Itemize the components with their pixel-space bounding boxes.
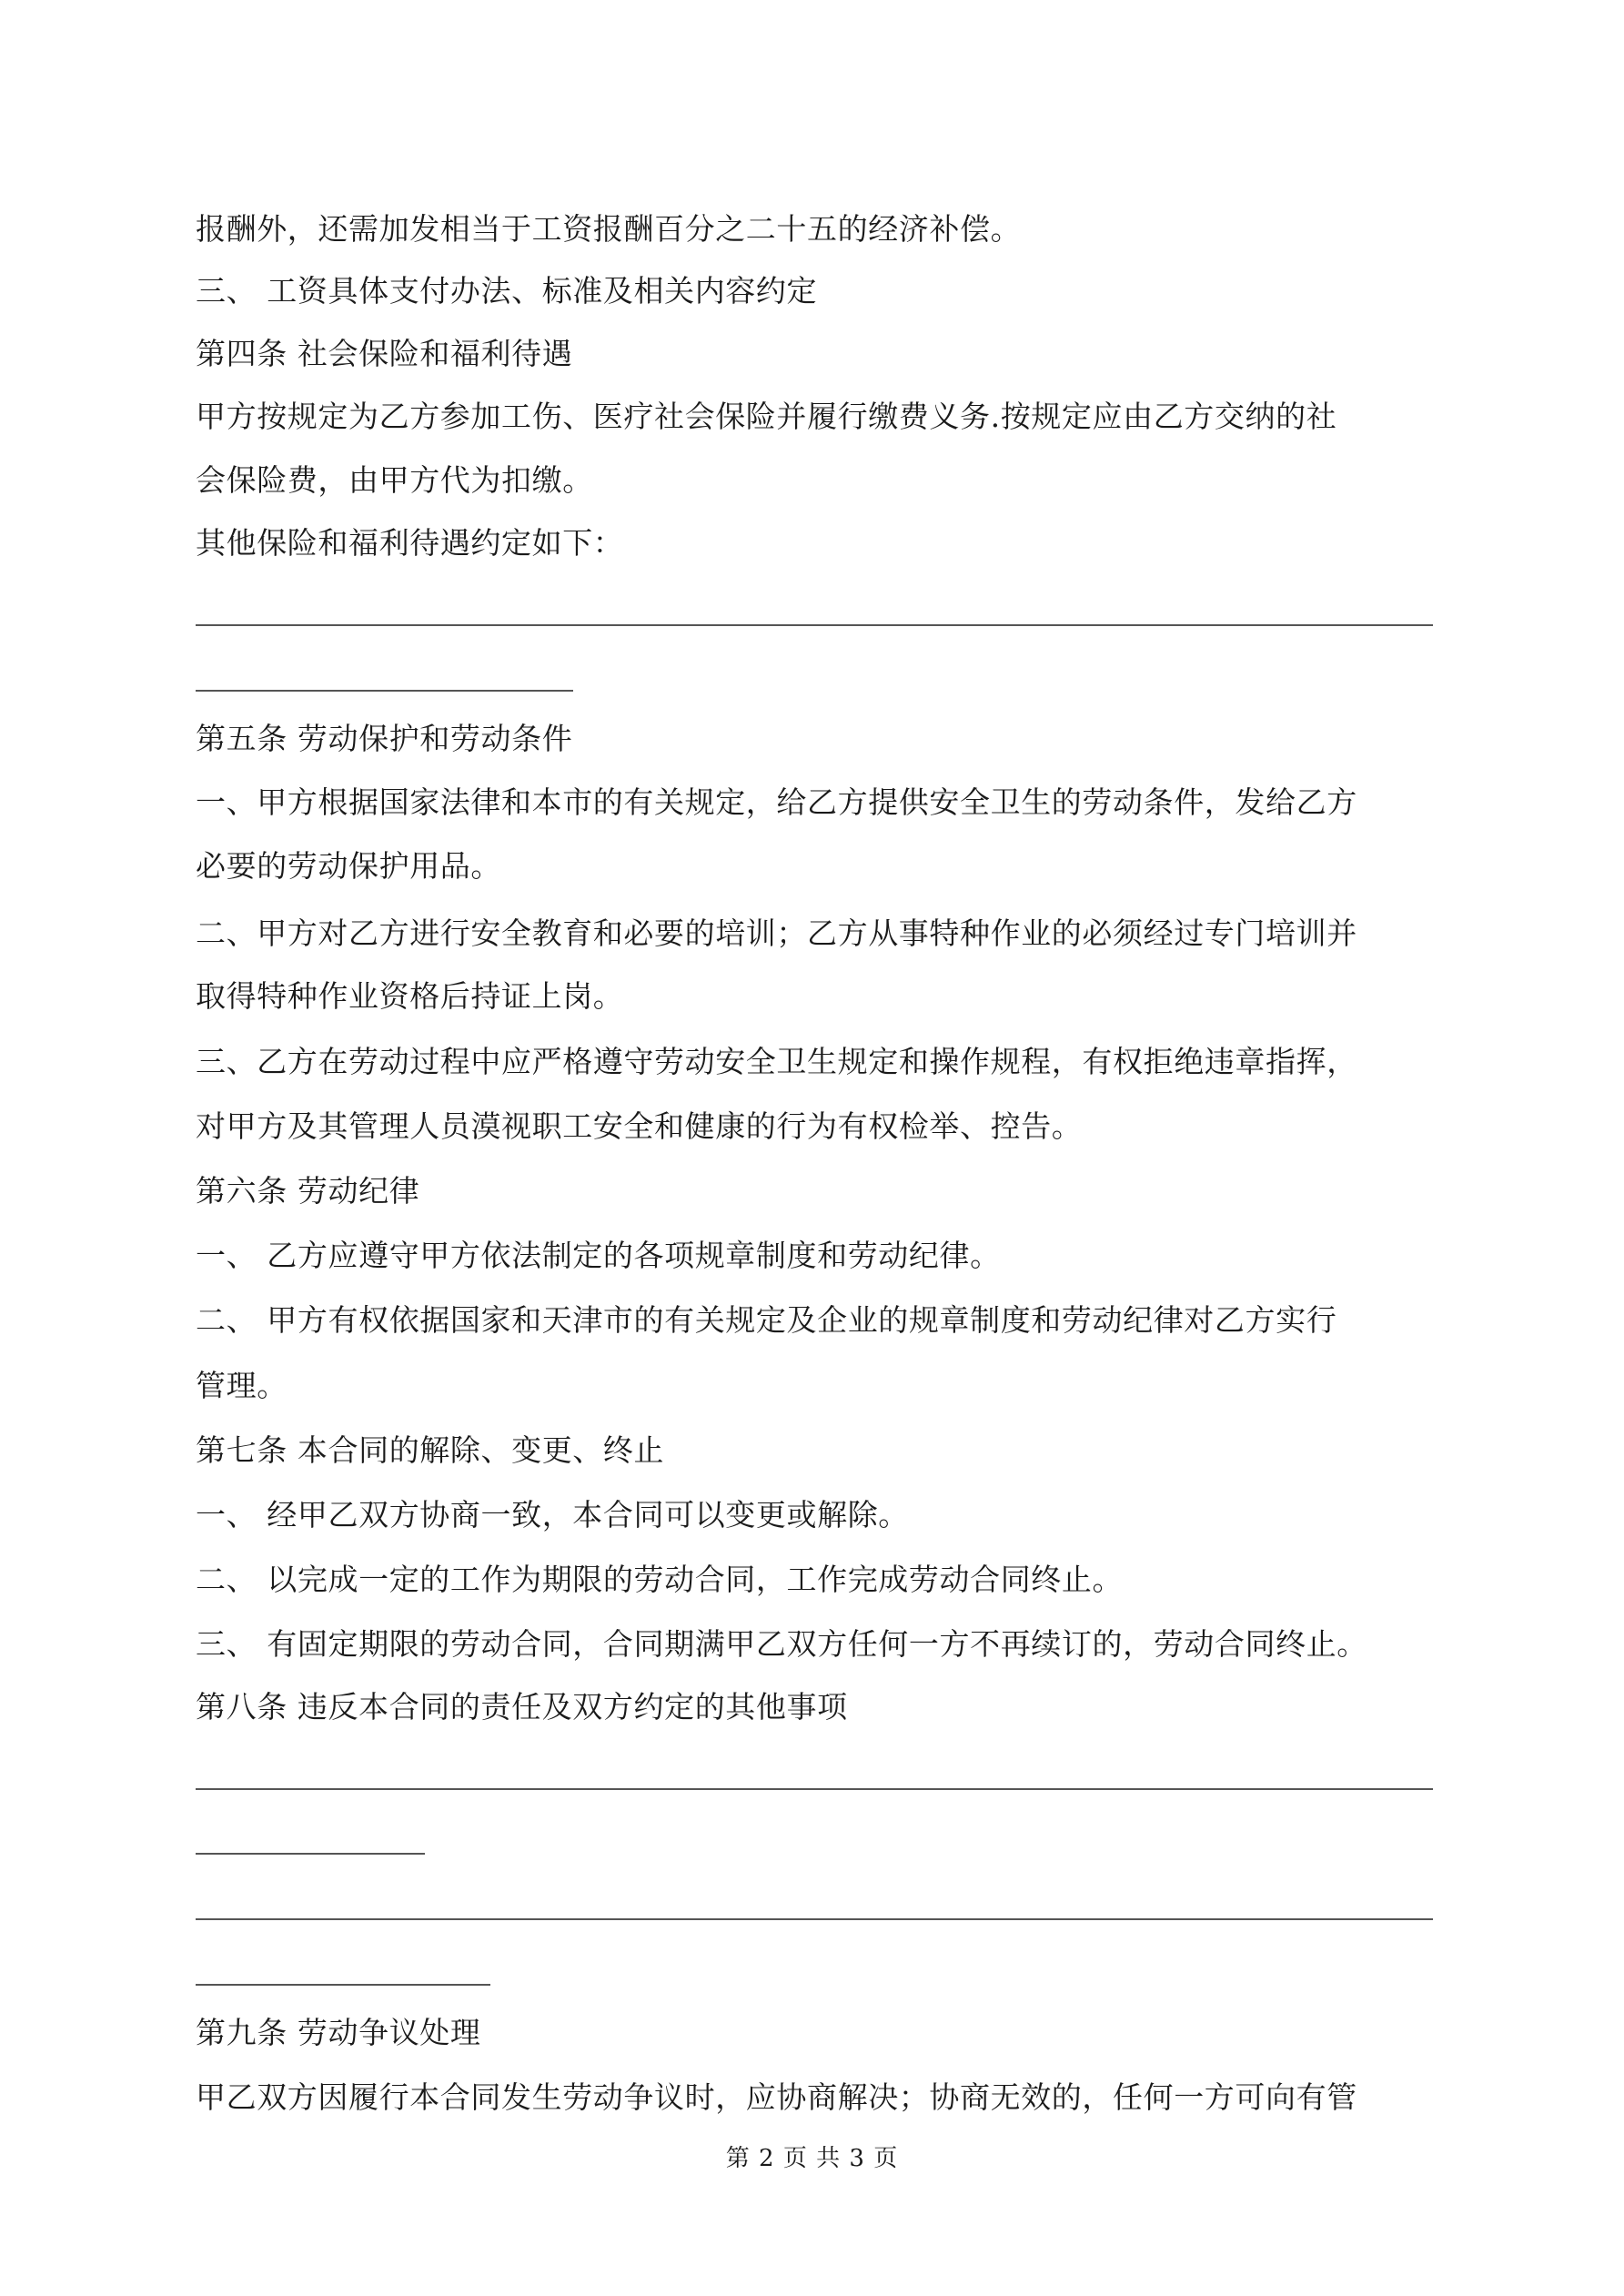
- fill-in-blank-line: [196, 690, 573, 692]
- text-line: 其他保险和福利待遇约定如下：: [196, 525, 624, 561]
- text-line: 一、 乙方应遵守甲方依法制定的各项规章制度和劳动纪律。: [196, 1238, 1001, 1273]
- text-line: 对甲方及其管理人员漠视职工安全和健康的行为有权检举、控告。: [196, 1108, 1083, 1144]
- text-line: 二、 以完成一定的工作为期限的劳动合同，工作完成劳动合同终止。: [196, 1562, 1124, 1597]
- text-line: 报酬外，还需加发相当于工资报酬百分之二十五的经济补偿。: [196, 211, 1022, 247]
- text-line: 一、甲方根据国家法律和本市的有关规定，给乙方提供安全卫生的劳动条件，发给乙方: [196, 784, 1357, 820]
- fill-in-blank-line: [196, 1984, 490, 1986]
- text-line: 甲乙双方因履行本合同发生劳动争议时，应协商解决；协商无效的，任何一方可向有管: [196, 2079, 1357, 2115]
- section-heading: 三、 工资具体支付办法、标准及相关内容约定: [196, 273, 818, 308]
- article-heading: 第七条 本合同的解除、变更、终止: [196, 1432, 665, 1468]
- article-heading: 第八条 违反本合同的责任及双方约定的其他事项: [196, 1689, 848, 1725]
- article-heading: 第九条 劳动争议处理: [196, 2015, 481, 2050]
- text-line: 三、乙方在劳动过程中应严格遵守劳动安全卫生规定和操作规程，有权拒绝违章指挥，: [196, 1044, 1357, 1079]
- text-line: 甲方按规定为乙方参加工伤、医疗社会保险并履行缴费义务.按规定应由乙方交纳的社: [196, 399, 1337, 434]
- text-line: 一、 经甲乙双方协商一致，本合同可以变更或解除。: [196, 1497, 909, 1532]
- text-line: 必要的劳动保护用品。: [196, 848, 501, 884]
- fill-in-blank-line: [196, 1853, 425, 1855]
- article-heading: 第四条 社会保险和福利待遇: [196, 336, 573, 371]
- fill-in-blank-line: [196, 1918, 1433, 1920]
- text-line: 三、 有固定期限的劳动合同，合同期满甲乙双方任何一方不再续订的，劳动合同终止。: [196, 1626, 1367, 1662]
- page-number: 第 2 页 共 3 页: [725, 2145, 899, 2172]
- article-heading: 第五条 劳动保护和劳动条件: [196, 721, 573, 756]
- fill-in-blank-line: [196, 1788, 1433, 1790]
- text-line: 二、甲方对乙方进行安全教育和必要的培训；乙方从事特种作业的必须经过专门培训并: [196, 915, 1357, 951]
- text-line: 取得特种作业资格后持证上岗。: [196, 978, 624, 1014]
- text-line: 会保险费，由甲方代为扣缴。: [196, 462, 593, 498]
- text-line: 二、 甲方有权依据国家和天津市的有关规定及企业的规章制度和劳动纪律对乙方实行: [196, 1302, 1337, 1338]
- text-line: 管理。: [196, 1368, 287, 1403]
- fill-in-blank-line: [196, 624, 1433, 626]
- article-heading: 第六条 劳动纪律: [196, 1173, 420, 1209]
